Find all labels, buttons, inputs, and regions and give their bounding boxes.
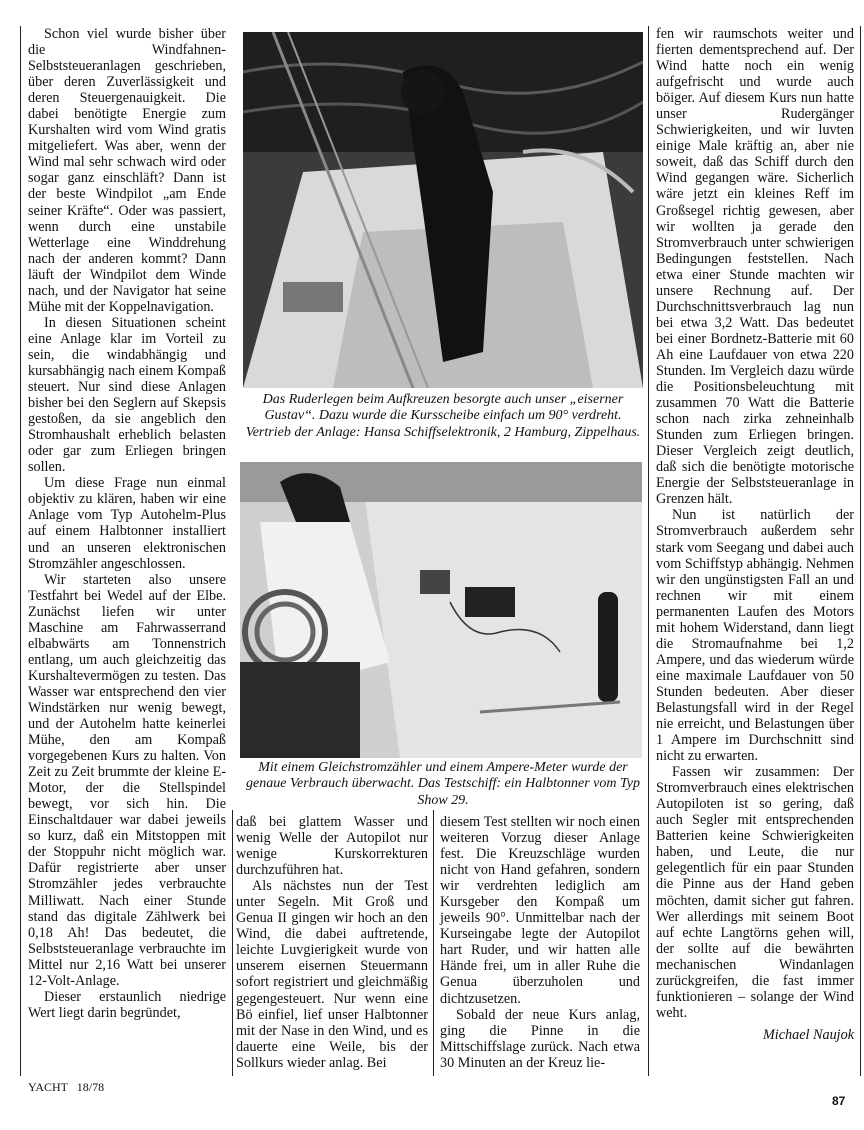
photo-boat-cockpit: [243, 32, 643, 388]
author-signature: Michael Naujok: [762, 1026, 854, 1043]
article-column-3: [440, 814, 640, 1071]
paragraph: Fassen wir zusammen: Der Stromverbrauch eines elektrischen Autopiloten ist so gering, daß auch Segler mit entsprechenden Batterien keine Schwierigkeiten haben, und Leute, die nur gelegentlich für ein paar Stunden die Pinne aus der Hand geben möchten, damit sicher gut fahren. Wer allerdings mit seinem Boot auf echte Langtörns gehen will, der sollte auf die bewährten mechanischen Windanlagen zurückgreifen, die fast immer funktionieren – solange der Wind weht.: [656, 764, 854, 1021]
column-rule-3: [648, 26, 649, 1076]
article-column-1: [28, 26, 226, 1021]
paragraph: Dieser erstaunlich niedrige Wert liegt darin begründet,: [28, 988, 226, 1021]
photo-caption-1: Das Ruderlegen beim Aufkreuzen besorgte auch unser „eiserner Gustav“. Dazu wurde die Kursscheibe einfach um 90° verdreht. Vertrieb der Anlage: Hansa Schiffselektronik, 2 Hamburg, Zippelhaus.: [245, 392, 641, 440]
photo-caption-2: Mit einem Gleichstromzähler und einem Ampere-Meter wurde der genaue Verbrauch überwacht. Das Testschiff: ein Halbtonner vom Typ Show 29.: [246, 760, 640, 808]
paragraph: Nun ist natürlich der Stromverbrauch außerdem sehr stark vom Seegang und dabei auch vom Schiffstyp abhängig. Nehmen wir den ungünstigsten Fall an und rechnen wir mit einem permanenten Laufen des Motors mit hohem Widerstand, dann liegt die Stromaufnahme bei 1,2 Ampere, und das wiederum würde eine maximale Laufdauer von 50 Stunden bedeuten. Aber dieser Belastungsfall wird in der Regel nie erreicht, und Belastungen über 1 Ampere im Durchschnitt sind nicht zu erwarten.: [656, 507, 854, 765]
paragraph: diesem Test stellten wir noch einen weiteren Vorzug dieser Anlage fest. Die Kreuzschläge wurden nicht von Hand gefahren, sondern wir verdrehten lediglich am Kursgeber den Kompaß um jeweils 90°. Unmittelbar nach der Kurseingabe legte der Autopilot hart Ruder, und wir hatten alle Hände frei, um in aller Ruhe die Genua überzuholen und dichtzusetzen.: [440, 814, 640, 1007]
paragraph: In diesen Situationen scheint eine Anlage klar im Vorteil zu sein, die windabhängig und kursabhängig nach einem Kompaß steuert. Nur sind diese Anlagen bisher bei den Seglern auf Skepsis gestoßen, da sie angeblich den Stromhaushalt erheblich belasten oder gar zum Erliegen bringen sollen.: [28, 314, 226, 476]
column-rule-right: [860, 26, 861, 1076]
column-rule-1: [232, 810, 233, 1076]
paragraph: fen wir raumschots weiter und fierten dementsprechend auf. Der Wind hatte noch ein wenig aufgefrischt und wurde auch böiger. Auf diesem Kurs nun hatte unser Rudergänger Schwierigkeiten, und wir luvten einige Male kräftig an, aber nie soweit, daß das Schiff durch den Wind gegangen wäre. Sicherlich wäre jetzt ein kleines Reff im Großsegel richtig gewesen, aber wir wollten ja gerade den Stromverbrauch unter schwierigen Bedingungen feststellen. Nach etwa einer Stunde machten wir unsere Rechnung auf. Der Durchschnittsverbrauch lag nun bei etwa 3,2 Watt. Das bedeutet bei einer Bordnetz-Batterie mit 60 Ah eine Laufdauer von etwa 220 Stunden. Im Vergleich dazu würde die Positionsbeleuchtung mit zusammen 70 Watt die Batterie schon nach zirka zehneinhalb Stunden zum Erliegen bringen. Dieser Vergleich zeigt deutlich, daß sich die benötigte motorische Energie der Selbststeueranlage in Grenzen hält.: [656, 26, 854, 508]
paragraph: Als nächstes nun der Test unter Segeln. Mit Groß und Genua II gingen wir hoch an den Wind, die dabei auftretende, leichte Luvgierigkeit wurde von unserem eisernen Steuermann sofort registriert und gleichmäßig gegengesteuert. Nur wenn eine Bö einfiel, lief unser Halbtonner mit der Nase in den Wind, und es dauerte eine Weile, bis der Sollkurs wieder anlag. Bei: [236, 878, 428, 1071]
footer-magazine: [28, 1080, 104, 1095]
photo-power-meter: [240, 462, 642, 758]
paragraph: daß bei glattem Wasser und wenig Welle der Autopilot nur wenige Kurskorrekturen durchzuführen hat.: [236, 814, 428, 879]
issue-number: 18/78: [76, 1080, 105, 1094]
paragraph: Wir starteten also unsere Testfahrt bei Wedel auf der Elbe. Zunächst liefen wir unter Maschine am Fahrwasserrand elbabwärts am Tonnenstrich entlang, um auch gleichzeitig das Kurshaltevermögen zu testen. Das Wasser war entsprechend den vier Windstärken nur wenig bewegt, und der Autohelm hatte keinerlei Mühe, den am Kompaß vorgegebenen Kurs zu halten. Von Zeit zu Zeit brummte der kleine E-Motor, der die Stellspindel bewegt, vor sich hin. Die Einschaltdauer war dabei jeweils so kurz, daß ein Mitstoppen mit der Stoppuhr nicht möglich war. Dafür registrierte aber unser Stromzähler jedes verbrauchte Milliwatt. Nach einer Stunde stand das digitale Zählwerk bei 0,18 Ah! Das bedeutet, die Selbststeueranlage verbrauchte im Mittel nur 2,16 Watt bei unserer 12-Volt-Anlage.: [28, 571, 226, 989]
magazine-name: YACHT: [28, 1080, 68, 1094]
paragraph: Schon viel wurde bisher über die Windfahnen-Selbststeueranlagen geschrieben, über deren Zuverlässigkeit und deren Steuergenauigkeit. Die dabei benötigte Energie zum Kurshalten wird vom Wind gratis mitgeliefert. Was aber, wenn der Wind mal sehr schwach wird oder sogar ganz einschläft? Dann ist der beste Windpilot „am Ende seiner Kräfte“. Oder was passiert, wenn durch eine unstabile Wetterlage eine Winddrehung nach der anderen kommt? Dann läuft der Windpilot dem Winde nach, und der Navigator hat seine Mühe mit der Koppelnavigation.: [28, 26, 226, 315]
column-rule-2: [433, 810, 434, 1076]
paragraph: Sobald der neue Kurs anlag, ging die Pinne in die Mittschiffslage zurück. Nach etwa 30 Minuten an der Kreuz lie-: [440, 1006, 640, 1071]
article-column-2: [236, 814, 428, 1071]
page-number: 87: [832, 1094, 846, 1108]
paragraph: Um diese Frage nun einmal objektiv zu klären, haben wir eine Anlage vom Typ Autohelm-Plus auf einem Halbtonner installiert und an unseren elektronischen Stromzähler angeschlossen.: [28, 475, 226, 572]
column-rule-left: [20, 26, 21, 1076]
article-column-4: [656, 26, 854, 1043]
